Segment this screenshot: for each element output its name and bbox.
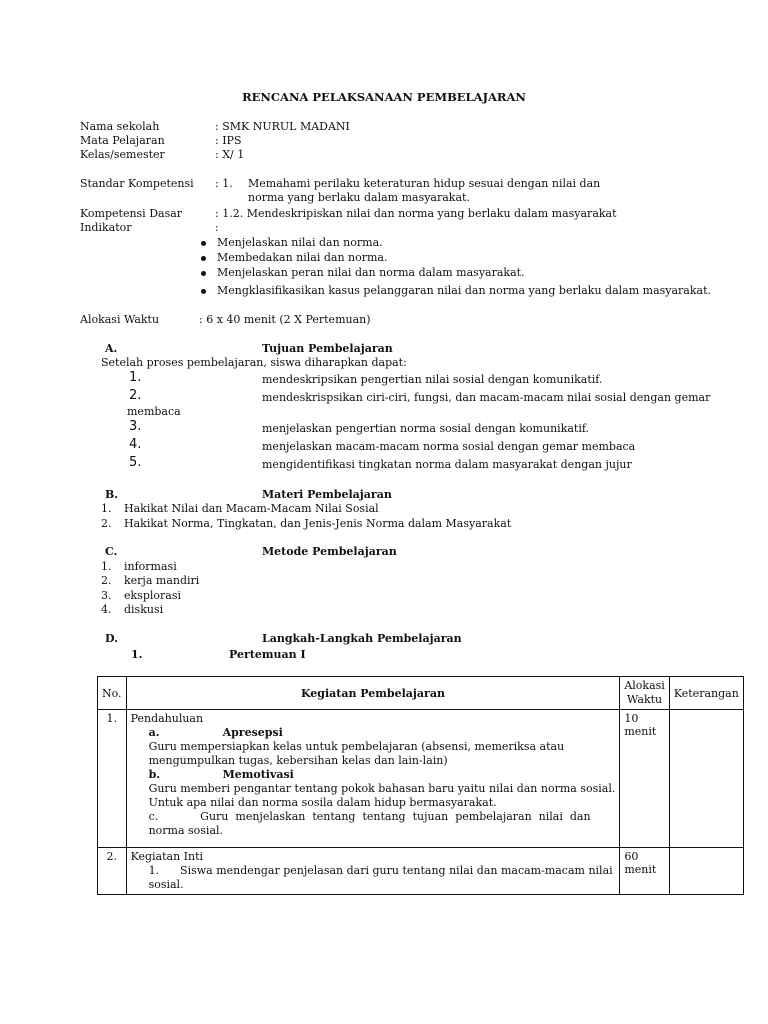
metode-item: kerja mandiri [124,574,200,587]
standar-text-line2: norma yang berlaku dalam masyarakat. [248,191,470,204]
metode-item: diskusi [124,603,164,616]
table-row [98,710,744,848]
section-c-heading: Metode Pembelajaran [262,545,397,558]
materi-item: Hakikat Norma, Tingkatan, dan Jenis-Jenis Norma dalam Masyarakat [124,517,512,530]
inti-step-text1: 1. Siswa mendengar penjelasan dari guru tentang nilai dan macam-macam nilai [148,864,613,877]
metode-number: 1. [101,560,112,573]
header-alokasi-line2: Waktu [627,693,663,706]
header-keterangan: Keterangan [669,677,743,710]
label-nama-sekolah: Nama sekolah [80,120,160,133]
materi-number: 1. [101,502,112,515]
indikator-item: Menjelaskan nilai dan norma. [217,236,383,249]
subitem-b-heading [131,768,616,782]
section-d-letter: D. [105,632,118,645]
value-alokasi-waktu: : 6 x 40 menit (2 X Pertemuan) [199,313,371,326]
label-kelas-semester: Kelas/semester [80,148,165,161]
tujuan-item: menjelaskan pengertian norma sosial dengan komunikatif. [262,422,590,435]
subitem-a-heading [131,726,616,740]
header-kegiatan: Kegiatan Pembelajaran [126,677,620,710]
row-kegiatan-cell [126,710,620,848]
kegiatan-title: Pendahuluan [130,712,204,725]
metode-item: eksplorasi [124,589,181,602]
label-standar-kompetensi: Standar Kompetensi [80,177,194,190]
subitem-a-text2: mengumpulkan tugas, kebersihan kelas dan lain-lain) [148,754,448,767]
header-no: No. [98,677,127,710]
subitem-a-text1: Guru mempersiapkan kelas untuk pembelajaran (absensi, memeriksa atau [148,740,565,753]
header-alokasi-line1: Alokasi [624,679,665,692]
tujuan-number: 1. [129,370,142,385]
tujuan-item-continuation: membaca [127,405,181,418]
tujuan-item: mendeskripsikan pengertian nilai sosial dengan komunikatif. [262,373,603,386]
table-row [98,848,744,895]
tujuan-number: 4. [129,437,142,452]
subitem-b-text1: Guru memberi pengantar tentang pokok bahasan baru yaitu nilai dan norma sosial. [148,782,616,795]
materi-number: 2. [101,517,112,530]
bullet-icon [201,241,206,246]
label-indikator: Indikator [80,221,132,234]
row-keterangan [669,848,743,895]
lesson-plan-table [97,676,744,895]
tujuan-item: menjelaskan macam-macam norma sosial dengan gemar membaca [262,440,636,453]
standar-text-line1: Memahami perilaku keteraturan hidup sesuai dengan nilai dan [248,177,601,190]
section-a-heading: Tujuan Pembelajaran [262,342,393,355]
section-c-letter: C. [105,545,118,558]
row-number: 2. [98,848,127,895]
indikator-colon: : [215,221,219,234]
subitem-b-text2: Untuk apa nilai dan norma sosila dalam hidup bermasyarakat. [148,796,497,809]
subitem-b-letter: b. [148,768,161,781]
label-mata-pelajaran: Mata Pelajaran [80,134,165,147]
pertemuan-label: Pertemuan I [229,648,306,661]
tujuan-number: 5. [129,455,142,470]
subitem-a-letter: a. [148,726,160,739]
section-b-letter: B. [105,488,119,501]
tujuan-number: 2. [129,388,142,403]
indikator-item: Membedakan nilai dan norma. [217,251,388,264]
indikator-item: Menjelaskan peran nilai dan norma dalam masyarakat. [217,266,525,279]
metode-item: informasi [124,560,177,573]
header-alokasi-waktu [620,677,669,710]
value-kelas-semester: : X/ 1 [215,148,245,161]
row-alokasi: 60 menit [620,848,669,895]
section-a-intro: Setelah proses pembelajaran, siswa diharapkan dapat: [101,356,407,369]
document-title: RENCANA PELAKSANAAN PEMBELAJARAN [242,90,526,104]
subitem-a-label: Apresepsi [222,726,283,739]
label-alokasi-waktu: Alokasi Waktu [80,313,160,326]
standar-number: : 1. [215,177,233,190]
tujuan-item: mengidentifikasi tingkatan norma dalam masyarakat dengan jujur [262,458,632,471]
value-mata-pelajaran: : IPS [215,134,242,147]
section-b-heading: Materi Pembelajaran [262,488,392,501]
subitem-b-label: Memotivasi [222,768,294,781]
tujuan-item: mendeskrispsikan ciri-ciri, fungsi, dan macam-macam nilai sosial dengan gemar [262,391,711,404]
row-keterangan [669,710,743,848]
bullet-icon [201,271,206,276]
pertemuan-number: 1. [131,648,143,661]
tujuan-number: 3. [129,419,142,434]
value-nama-sekolah: : SMK NURUL MADANI [215,120,350,133]
metode-number: 2. [101,574,112,587]
bullet-icon [201,289,206,294]
subitem-c-text2: norma sosial. [148,824,224,837]
row-alokasi: 10 menit [620,710,669,848]
label-kompetensi-dasar: Kompetensi Dasar [80,207,183,220]
subitem-c-text1: c. Guru menjelaskan tentang tentang tujuan pembelajaran nilai dan [148,810,591,823]
materi-item: Hakikat Nilai dan Macam-Macam Nilai Sosial [124,502,379,515]
row-kegiatan-cell [126,848,620,895]
value-kompetensi-dasar: : 1.2. Mendeskripiskan nilai dan norma yang berlaku dalam masyarakat [215,207,617,220]
kegiatan-title: Kegiatan Inti [130,850,204,863]
section-d-heading: Langkah-Langkah Pembelajaran [262,632,462,645]
metode-number: 4. [101,603,112,616]
indikator-item: Mengklasifikasikan kasus pelanggaran nilai dan norma yang berlaku dalam masyarakat. [217,284,711,297]
metode-number: 3. [101,589,112,602]
section-a-letter: A. [105,342,118,355]
inti-step-text2: sosial. [148,878,184,891]
table-header-row [98,677,744,710]
bullet-icon [201,256,206,261]
row-number: 1. [98,710,127,848]
